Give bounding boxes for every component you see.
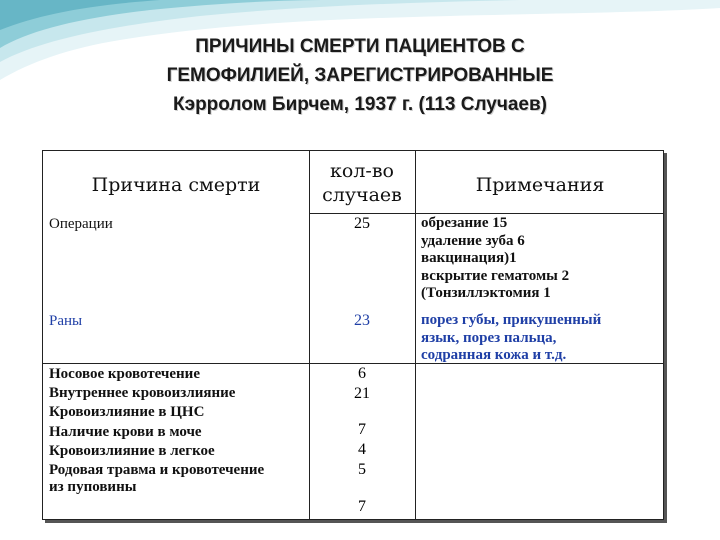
note-line: язык, порез пальца, [421,329,557,346]
row-notes-wounds [421,312,601,365]
row-cause-operations: Операции [49,216,113,232]
count-nosebleed: 6 [358,365,366,382]
column-divider [415,151,416,519]
row-causes-bleeding [49,365,264,495]
note-line: содранная кожа и т.д. [421,347,567,363]
row-count-operations: 25 [354,215,370,232]
causes-table [42,150,664,520]
header-notes: Примечания [475,174,605,196]
cause-line: Кровоизлияние в легкое [49,442,215,459]
note-line: удаление зуба 6 [421,232,525,249]
note-line: вакцинация)1 [421,250,517,266]
title-line-3: Кэрролом Бирчем, 1937 г. (113 Случаев) [172,94,548,115]
row-notes-operations [421,215,569,303]
count-birth-trauma: 5 [358,461,366,478]
title-line-1: ПРИЧИНЫ СМЕРТИ ПАЦИЕНТОВ С [195,36,525,57]
note-line: вскрытие гематомы 2 [421,267,570,284]
note-line: обрезание 15 [421,215,508,231]
header-count-line2: случаев [322,184,402,206]
cause-line: Родовая травма и кровотечение [49,462,265,479]
count-lung: 4 [358,441,366,458]
title-line-2: ГЕМОФИЛИЕЙ, ЗАРЕГИСТРИРОВАННЫЕ [166,65,554,86]
cause-line: Наличие крови в моче [49,423,202,440]
cause-line: Внутреннее кровоизлияние [49,385,236,402]
row-count-wounds: 23 [354,312,370,329]
cause-line: Носовое кровотечение [49,366,200,382]
header-count-line1: кол-во [330,160,394,182]
row-cause-wounds: Раны [49,313,83,329]
note-line: (Тонзиллэктомия 1 [421,285,551,301]
header-count [309,159,415,207]
cause-line: из пуповины [49,479,137,496]
note-line: порез губы, прикушенный [421,312,602,328]
header-cause: Причина смерти [91,174,261,196]
count-internal: 21 [354,385,370,402]
page-title [60,32,660,119]
header-divider [309,213,663,214]
count-cns: 7 [358,498,366,515]
count-urine: 7 [358,421,366,438]
cause-line: Кровоизлияние в ЦНС [49,404,205,421]
